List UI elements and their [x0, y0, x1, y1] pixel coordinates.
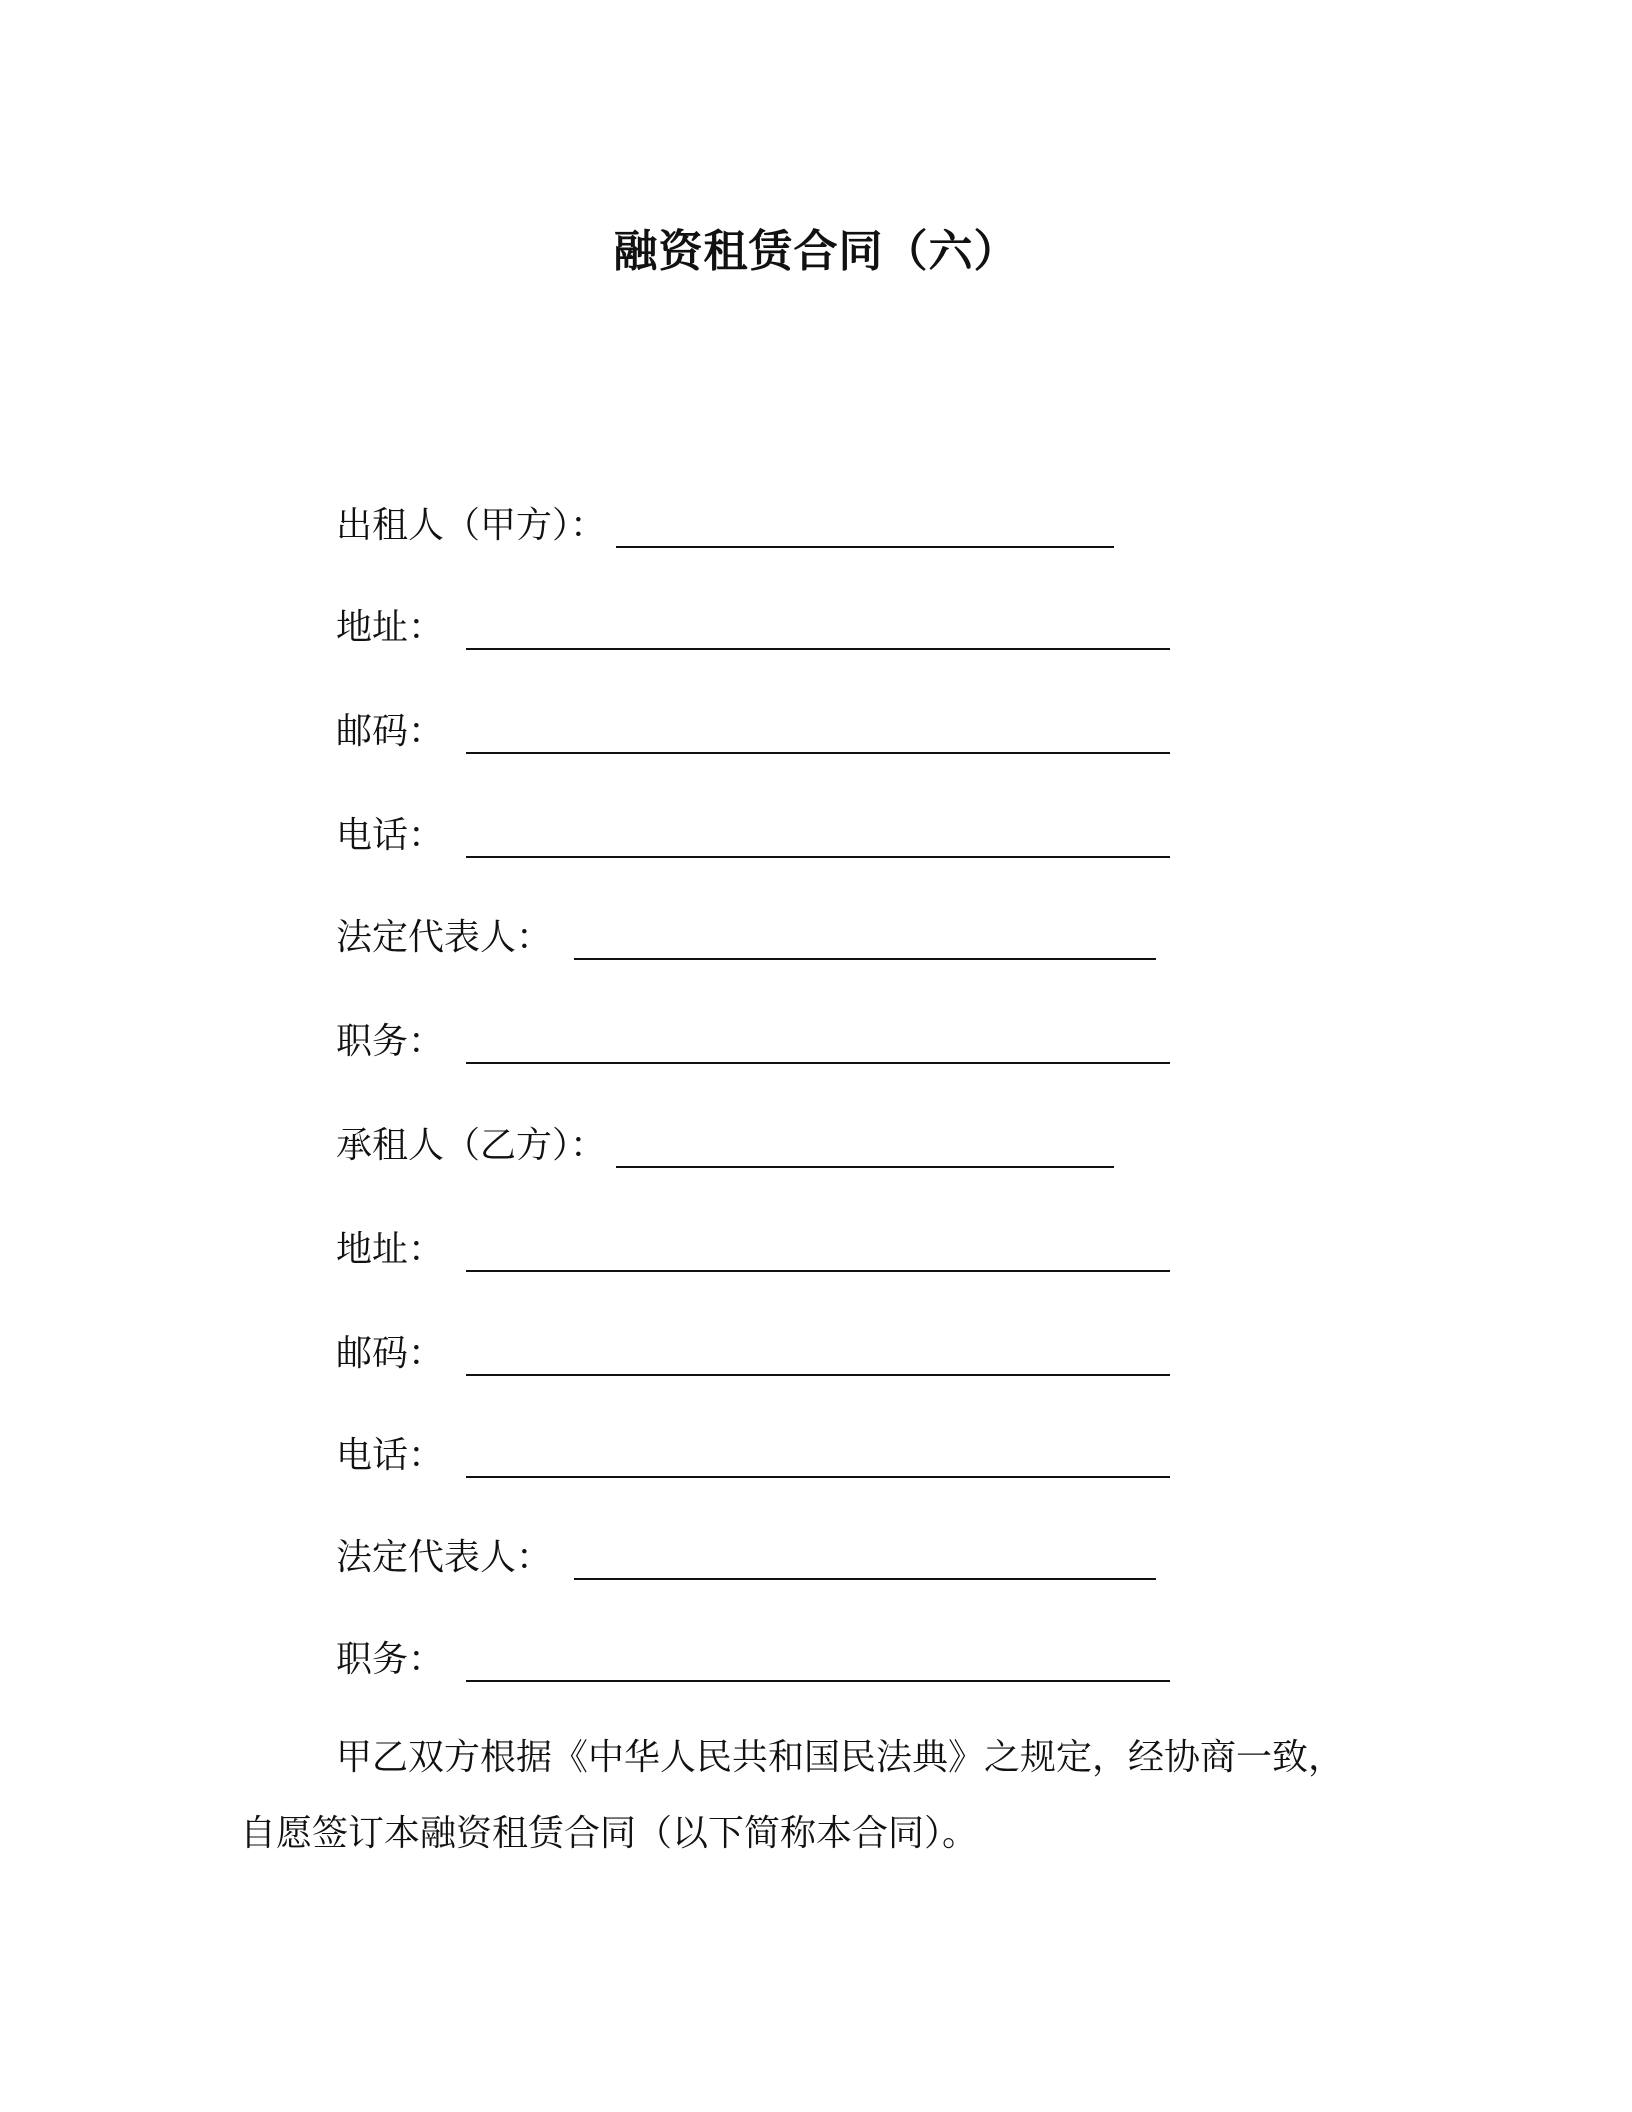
lessee-phone-blank[interactable] [466, 1442, 1170, 1478]
lessor-position-field [336, 1014, 1170, 1066]
lessor-legal-rep-field [336, 910, 1156, 962]
lessee-phone-label: 电话： [336, 1435, 445, 1476]
lessee-party-field [336, 1118, 1114, 1170]
lessee-phone-field [336, 1428, 1170, 1480]
lessor-address-label: 地址： [336, 607, 445, 648]
lessor-postcode-label: 邮码： [336, 711, 445, 752]
lessor-postcode-field [336, 704, 1170, 756]
lessor-party-blank[interactable] [616, 512, 1114, 548]
lessee-address-blank[interactable] [466, 1236, 1170, 1272]
lessor-phone-field [336, 808, 1170, 860]
lessee-postcode-field [336, 1326, 1170, 1378]
lessor-address-blank[interactable] [466, 614, 1170, 650]
lessor-postcode-blank[interactable] [466, 718, 1170, 754]
lessor-phone-blank[interactable] [466, 822, 1170, 858]
lessor-party-field [336, 498, 1114, 550]
lessee-address-label: 地址： [336, 1229, 445, 1270]
lessee-postcode-label: 邮码： [336, 1333, 445, 1374]
lessor-position-label: 职务： [336, 1021, 445, 1062]
lessee-position-label: 职务： [336, 1639, 445, 1680]
lessor-legal-rep-blank[interactable] [574, 924, 1156, 960]
lessee-postcode-blank[interactable] [466, 1340, 1170, 1376]
lessee-address-field [336, 1222, 1170, 1274]
lessee-party-label: 承租人（乙方）： [336, 1125, 607, 1166]
lessor-phone-label: 电话： [336, 815, 445, 856]
lessor-address-field [336, 600, 1170, 652]
preamble-line-1: 甲乙双方根据《中华人民共和国民法典》之规定，经协商一致， [336, 1737, 1345, 1778]
preamble-line-2: 自愿签订本融资租赁合同（以下简称本合同）。 [240, 1813, 979, 1854]
lessee-party-blank[interactable] [616, 1132, 1114, 1168]
lessor-legal-rep-label: 法定代表人： [336, 917, 553, 958]
lessee-legal-rep-field [336, 1530, 1156, 1582]
document-title: 融资租赁合同（六） [613, 226, 1019, 277]
lessee-position-blank[interactable] [466, 1646, 1170, 1682]
lessor-party-label: 出租人（甲方）： [336, 505, 607, 546]
lessee-position-field [336, 1632, 1170, 1684]
lessee-legal-rep-label: 法定代表人： [336, 1537, 553, 1578]
lessee-legal-rep-blank[interactable] [574, 1544, 1156, 1580]
lessor-position-blank[interactable] [466, 1028, 1170, 1064]
